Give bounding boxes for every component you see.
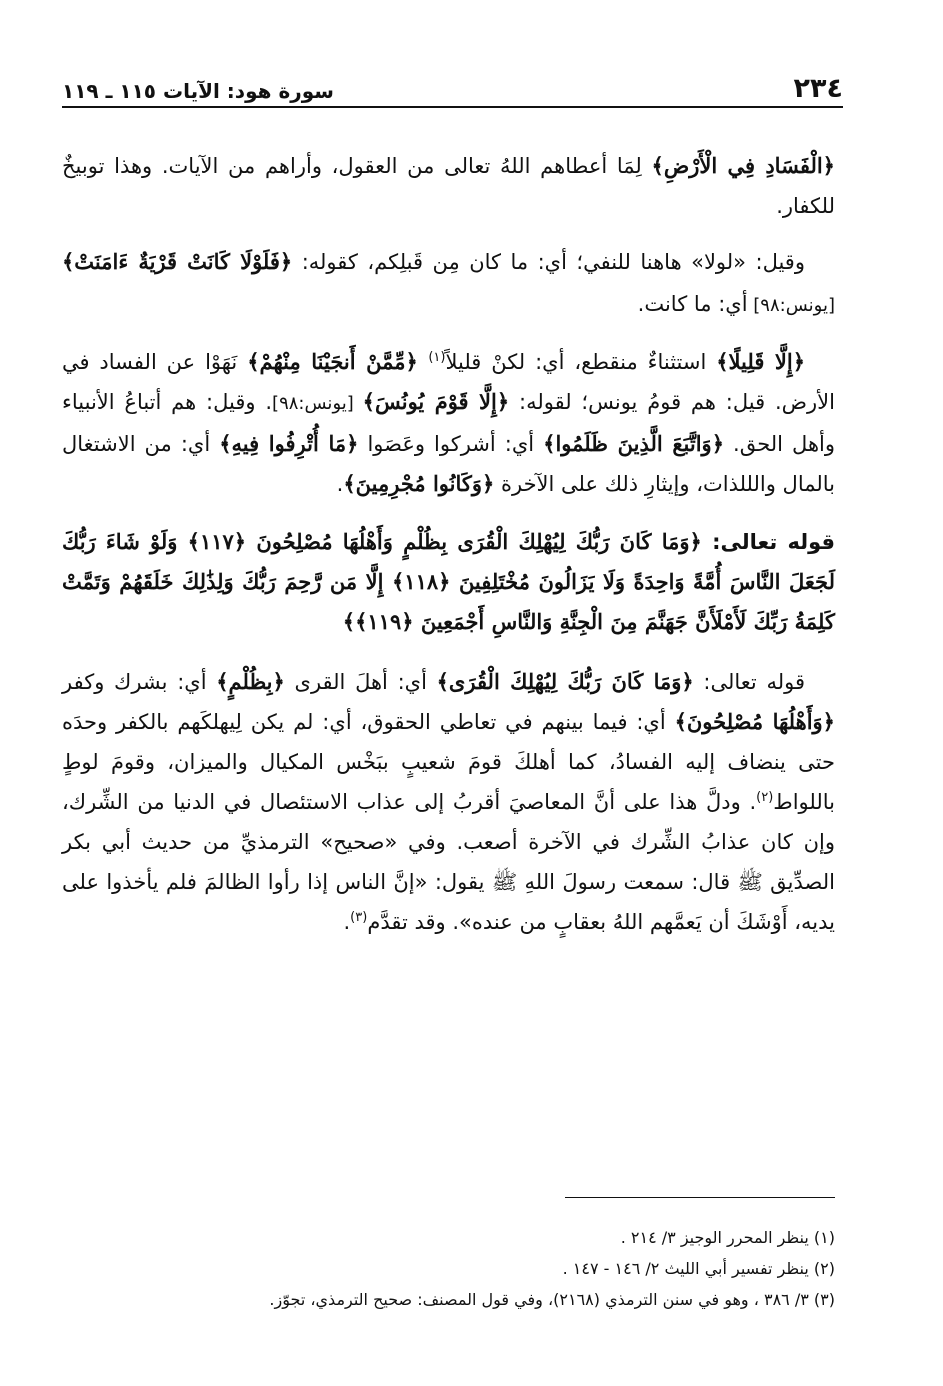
paragraph-text: استثناءٌ منقطع، أي: لكنْ قليلاً [445,350,717,374]
paragraph-text: . ودلَّ هذا على أنَّ المعاصيَ أقربُ إلى عذاب الاستئصال في الدنيا من الشِّرك، وإن كان عذابُ الشِّرك في الآخرة أصعب. وفي «صحيح» الترمذيِّ من حديث أبي بكر الصدِّيق ﷺ قال: سمعت رسولَ اللهِ ﷺ يقول: «إنَّ الناس إذا رأوا الظالمَ فلم يأخذوا على يديه، أَوْشَكَ أن يَعمَّهم اللهُ بعقابٍ من عنده». وقد تقدَّم [62,790,835,934]
paragraph-text: . [343,910,351,934]
quran-verse: ﴿الْفَسَادِ فِي الْأَرْضِ﴾ [651,153,835,178]
paragraph-text: أي: أشركوا وعَصَوا [358,432,544,456]
quran-verse: ﴿وَمَا كَانَ رَبُّكَ لِيُهْلِكَ الْقُرَى﴾ [436,669,694,694]
quran-verse: ﴿وَكَانُوا مُجْرِمِينَ﴾ [343,471,495,496]
paragraph-2 [62,242,835,326]
running-title: سورة هود: الآيات ١١٥ ـ ١١٩ [62,79,334,103]
verses-block [62,522,835,642]
paragraph-text: . وقيل: هم أتباعُ الأنبياء وأهل الحق. [62,390,836,456]
paragraph-text: نَهَوْا عن الفساد في الأرض. قيل: هم قومُ يونس؛ لقوله: [62,350,835,414]
verse-lead: قوله تعالى: [701,530,836,554]
quran-verses: ﴿وَمَا كَانَ رَبُّكَ لِيُهْلِكَ الْقُرَى بِظُلْمٍ وَأَهْلُهَا مُصْلِحُونَ ﴿١١٧﴾ وَلَوْ شَاءَ رَبُّكَ لَجَعَلَ النَّاسَ أُمَّةً وَاحِدَةً وَلَا يَزَالُونَ مُخْتَلِفِينَ ﴿١١٨﴾ إِلَّا مَن رَّحِمَ رَبُّكَ وَلِذَٰلِكَ خَلَقَهُمْ وَتَمَّتْ كَلِمَةُ رَبِّكَ لَأَمْلَأَنَّ جَهَنَّمَ مِنَ الْجِنَّةِ وَالنَّاسِ أَجْمَعِينَ ﴿١١٩﴾﴾ [62,529,835,634]
paragraph-text: لِمَا أعطاهم اللهُ تعالى من العقول، وأراهم من الآيات. وهذا توبيخٌ للكفار. [62,154,835,218]
paragraph-text: قوله تعالى: [693,670,805,694]
header-rule [62,106,843,108]
quran-verse: ﴿بِظُلْمٍ﴾ [216,669,285,694]
page-header [62,68,843,104]
paragraph-text: أي: أهلَ القرى [284,670,437,694]
main-text [62,146,835,958]
verse-reference: [يونس:٩٨] [747,295,835,316]
quran-verse: ﴿مِّمَّنْ أَنجَيْنَا مِنْهُمْ﴾ [247,349,429,374]
paragraph-text: وقيل: «لولا» هاهنا للنفي؛ أي: ما كان مِن قَبلِكم، كقوله: [292,250,805,274]
footnote-marker: (٢) [756,790,774,805]
footnote-marker: (٣) [350,910,368,925]
quran-verse: ﴿إِلَّا قَوْمَ يُونُسَ﴾ [362,389,510,414]
paragraph-text: أي: ما كانت. [637,292,748,316]
footnote-2: (٢) ينظر تفسير أبي الليث ٢/ ١٤٦ - ١٤٧ . [562,1259,835,1278]
footnote-rule [565,1197,835,1198]
footnote-3: (٣) ٣/ ٣٨٦ ، وهو في سنن الترمذي (٢١٦٨)، وفي قول المصنف: صحيح الترمذي، تجوّز. [269,1290,835,1309]
paragraph-4 [62,662,835,942]
paragraph-text: أي: بشرك وكفر [62,670,217,694]
footnote-1: (١) ينظر المحرر الوجيز ٣/ ٢١٤ . [620,1228,835,1247]
paragraph-text: . [336,472,344,496]
quran-verse: ﴿مَا أُتْرِفُوا فِيهِ﴾ [219,431,359,456]
quran-verse: ﴿فَلَوْلَا كَانَتْ قَرْيَةٌ ءَامَنَتْ﴾ [62,249,293,274]
quran-verse: ﴿إِلَّا قَلِيلًا﴾ [716,349,806,374]
paragraph-text: أي: من الاشتغال بالمال والللذات، وإيثارِ ذلك على الآخرة [62,432,835,496]
paragraph-text: أي: فيما بينهم في تعاطي الحقوق، أي: لم يكن لِيهلكَهم بالكفر وحدَه حتى ينضاف إليه الفسادُ، كما أهلكَ قومَ شعيبٍ ببَخْس المكيال والميزان، وقومَ لوطٍ باللواط [62,710,835,814]
footnotes [62,1222,835,1315]
verse-reference: [يونس:٩٨] [272,393,363,414]
quran-verse: ﴿وَاتَّبَعَ الَّذِينَ ظَلَمُوا﴾ [543,431,725,456]
paragraph-1 [62,146,835,226]
page-number: ٢٣٤ [793,73,843,104]
paragraph-3 [62,342,835,504]
footnote-marker: (١) [428,350,446,365]
quran-verse: ﴿وَأَهْلُهَا مُصْلِحُونَ﴾ [674,709,835,734]
